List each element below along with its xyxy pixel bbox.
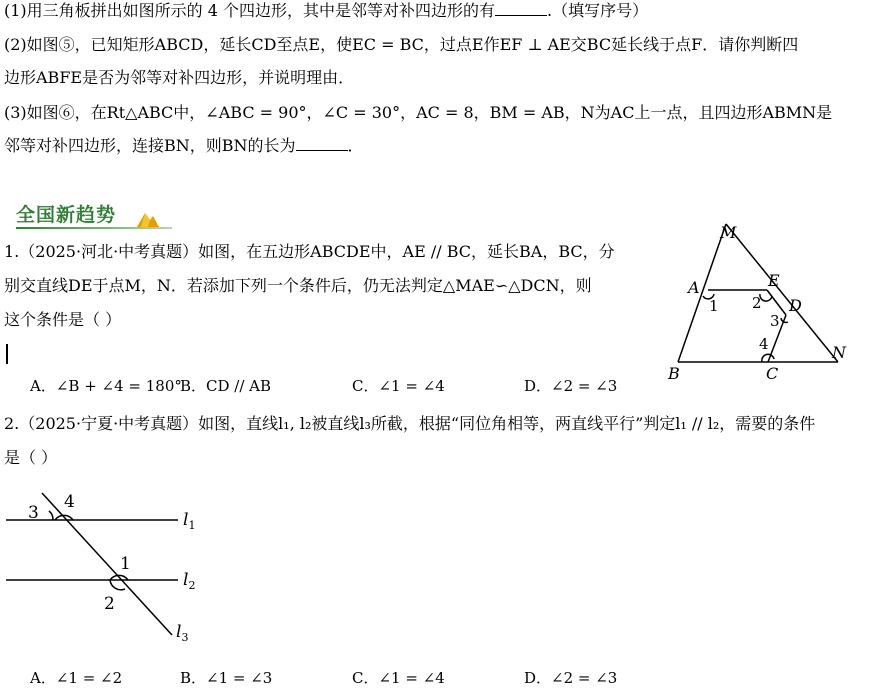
q2-angle-label-4: 4	[64, 492, 75, 512]
label-b: B	[668, 364, 680, 383]
angle-label-3: 3	[770, 312, 780, 330]
q2-angle-label-2: 2	[104, 594, 115, 614]
q1-text-line-3: 这个条件是（ ）	[4, 310, 122, 329]
angle-label-1: 1	[709, 297, 719, 315]
q2-option-a[interactable]: A．∠1 = ∠2	[30, 669, 123, 687]
q2-text-line-2: 是（ ）	[4, 448, 58, 467]
q1-pentagon-figure	[664, 218, 864, 393]
label-d: D	[789, 296, 802, 315]
trend-mountain-icon	[137, 210, 159, 228]
q2-angle-label-1: 1	[120, 554, 131, 574]
text-line-2: (2)如图⑤，已知矩形ABCD，延长CD至点E，使EC = BC，过点E作EF ⊥ AE交BC延长线于点F．请你判断四	[4, 35, 799, 54]
label-n: N	[832, 343, 846, 362]
text-line-1	[4, 0, 648, 22]
label-l1: $l_1$	[183, 510, 196, 532]
label-l3: $l_3$	[176, 622, 189, 644]
q2-option-d[interactable]: D．∠2 = ∠3	[524, 669, 618, 687]
section-title: 全国新趋势	[16, 204, 117, 226]
q2-text-line-1: 2.（2025·宁夏·中考真题）如图，直线l₁, l₂被直线l₃所截，根据“同位角相等，两直线平行”判定l₁ // l₂，需要的条件	[4, 414, 816, 433]
q2-option-c[interactable]: C．∠1 = ∠4	[352, 669, 445, 687]
section-header	[16, 200, 116, 227]
text-line-4: (3)如图⑥，在Rt△ABC中，∠ABC = 90°，∠C = 30°，AC = 8，BM = AB，N为AC上一点，且四边形ABMN是	[4, 103, 833, 122]
angle-label-2: 2	[752, 294, 762, 312]
q1-text-line-1: 1.（2025·河北·中考真题）如图，在五边形ABCDE中，AE // BC，延长BA，BC，分	[4, 242, 615, 261]
line-1-text: (1)用三角板拼出如图所示的 4 个四边形，其中是邻等对补四边形的有	[4, 1, 496, 20]
label-e: E	[768, 271, 780, 290]
label-a: A	[688, 278, 700, 297]
label-l2: $l_2$	[183, 570, 196, 592]
q1-option-b[interactable]: B．CD // AB	[180, 377, 272, 395]
label-c: C	[766, 364, 779, 383]
answer-blank-2[interactable]	[296, 136, 348, 151]
section-underline	[16, 227, 172, 229]
q1-option-c[interactable]: C．∠1 = ∠4	[352, 377, 445, 395]
q1-text-line-2: 别交直线DE于点M，N．若添加下列一个条件后，仍无法判定△MAE∽△DCN，则	[4, 276, 592, 295]
q2-option-b[interactable]: B．∠1 = ∠3	[180, 669, 273, 687]
text-line-5	[4, 135, 364, 157]
label-m: M	[720, 223, 737, 242]
line-5-tail: ．	[347, 136, 364, 155]
q2-angle-label-3: 3	[28, 503, 39, 523]
answer-blank-1[interactable]	[495, 1, 547, 16]
text-line-3: 边形ABFE是否为邻等对补四边形，并说明理由．	[4, 68, 355, 87]
text-cursor	[6, 344, 8, 364]
q1-option-a[interactable]: A．∠B + ∠4 = 180°	[30, 377, 182, 395]
q1-option-d[interactable]: D．∠2 = ∠3	[524, 377, 618, 395]
angle-label-4: 4	[759, 335, 769, 353]
line-1-tail: .（填写序号）	[547, 1, 649, 20]
line-5-text: 邻等对补四边形，连接BN，则BN的长为	[4, 136, 296, 155]
q2-parallel-lines-figure	[0, 485, 215, 665]
